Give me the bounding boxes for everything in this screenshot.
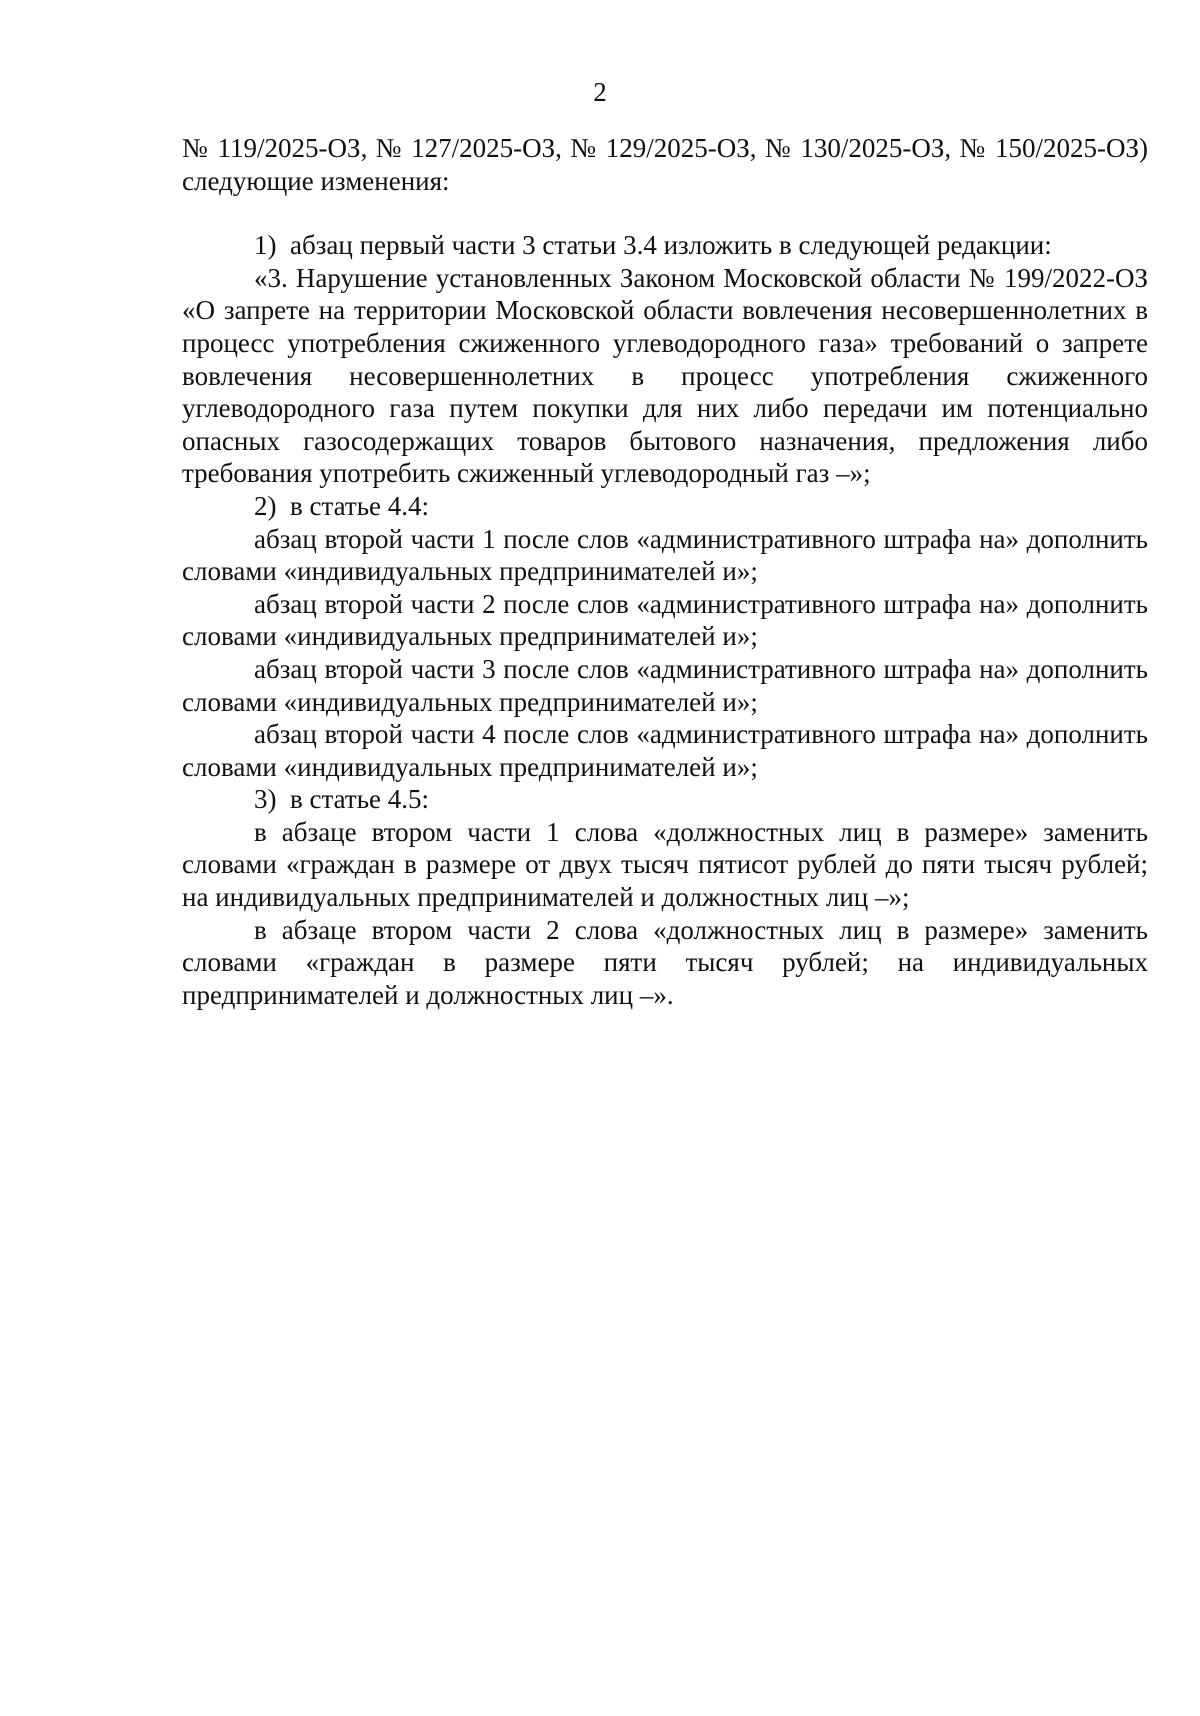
amendment-paragraph: абзац второй части 3 после слов «административного штрафа на» дополнить словами «индивидуальных предпринимателей и»;	[182, 653, 1148, 717]
page-number: 2	[593, 77, 607, 107]
intro-paragraph: № 119/2025-ОЗ, № 127/2025-ОЗ, № 129/2025-ОЗ, № 130/2025-ОЗ, № 150/2025-ОЗ) следующие изменения:	[182, 133, 1148, 196]
item-number: 3)	[254, 784, 277, 815]
item-3-text: в статье 4.5:	[290, 784, 429, 815]
item-1-paragraph	[182, 229, 1148, 262]
document-body	[182, 132, 1148, 1011]
amendment-paragraph: абзац второй части 1 после слов «административного штрафа на» дополнить словами «индивидуальных предпринимателей и»;	[182, 523, 1148, 587]
item-number: 2)	[254, 490, 277, 521]
quoted-article-paragraph: «3. Нарушение установленных Законом Московской области № 199/2022-ОЗ «О запрете на территории Московской области вовлечения несовершеннолетних в процесс употребления сжиженного углеводородного газа» требований о запрете вовлечения несовершеннолетних в процесс употребления сжиженного углеводородного газа путем покупки для них либо передачи им потенциально опасных газосодержащих товаров бытового назначения, предложения либо требования употребить сжиженный углеводородный газ –»;	[182, 262, 1148, 489]
item-2-paragraph	[182, 490, 1148, 523]
amendment-paragraph: абзац второй части 2 после слов «административного штрафа на» дополнить словами «индивидуальных предпринимателей и»;	[182, 588, 1148, 652]
item-number: 1)	[254, 230, 277, 261]
amendment-paragraph: в абзаце втором части 1 слова «должностных лиц в размере» заменить словами «граждан в размере от двух тысяч пятисот рублей до пяти тысяч рублей; на индивидуальных предпринимателей и должностных лиц –»;	[182, 816, 1148, 913]
item-3-paragraph	[182, 783, 1148, 816]
item-2-text: в статье 4.4:	[290, 490, 429, 521]
amendment-paragraph: абзац второй части 4 после слов «административного штрафа на» дополнить словами «индивидуальных предпринимателей и»;	[182, 719, 1148, 782]
amendment-paragraph: в абзаце втором части 2 слова «должностных лиц в размере» заменить словами «граждан в размере пяти тысяч рублей; на индивидуальных предпринимателей и должностных лиц –».	[182, 914, 1148, 1010]
item-1-text: абзац первый части 3 статьи 3.4 изложить в следующей редакции:	[290, 230, 1052, 261]
